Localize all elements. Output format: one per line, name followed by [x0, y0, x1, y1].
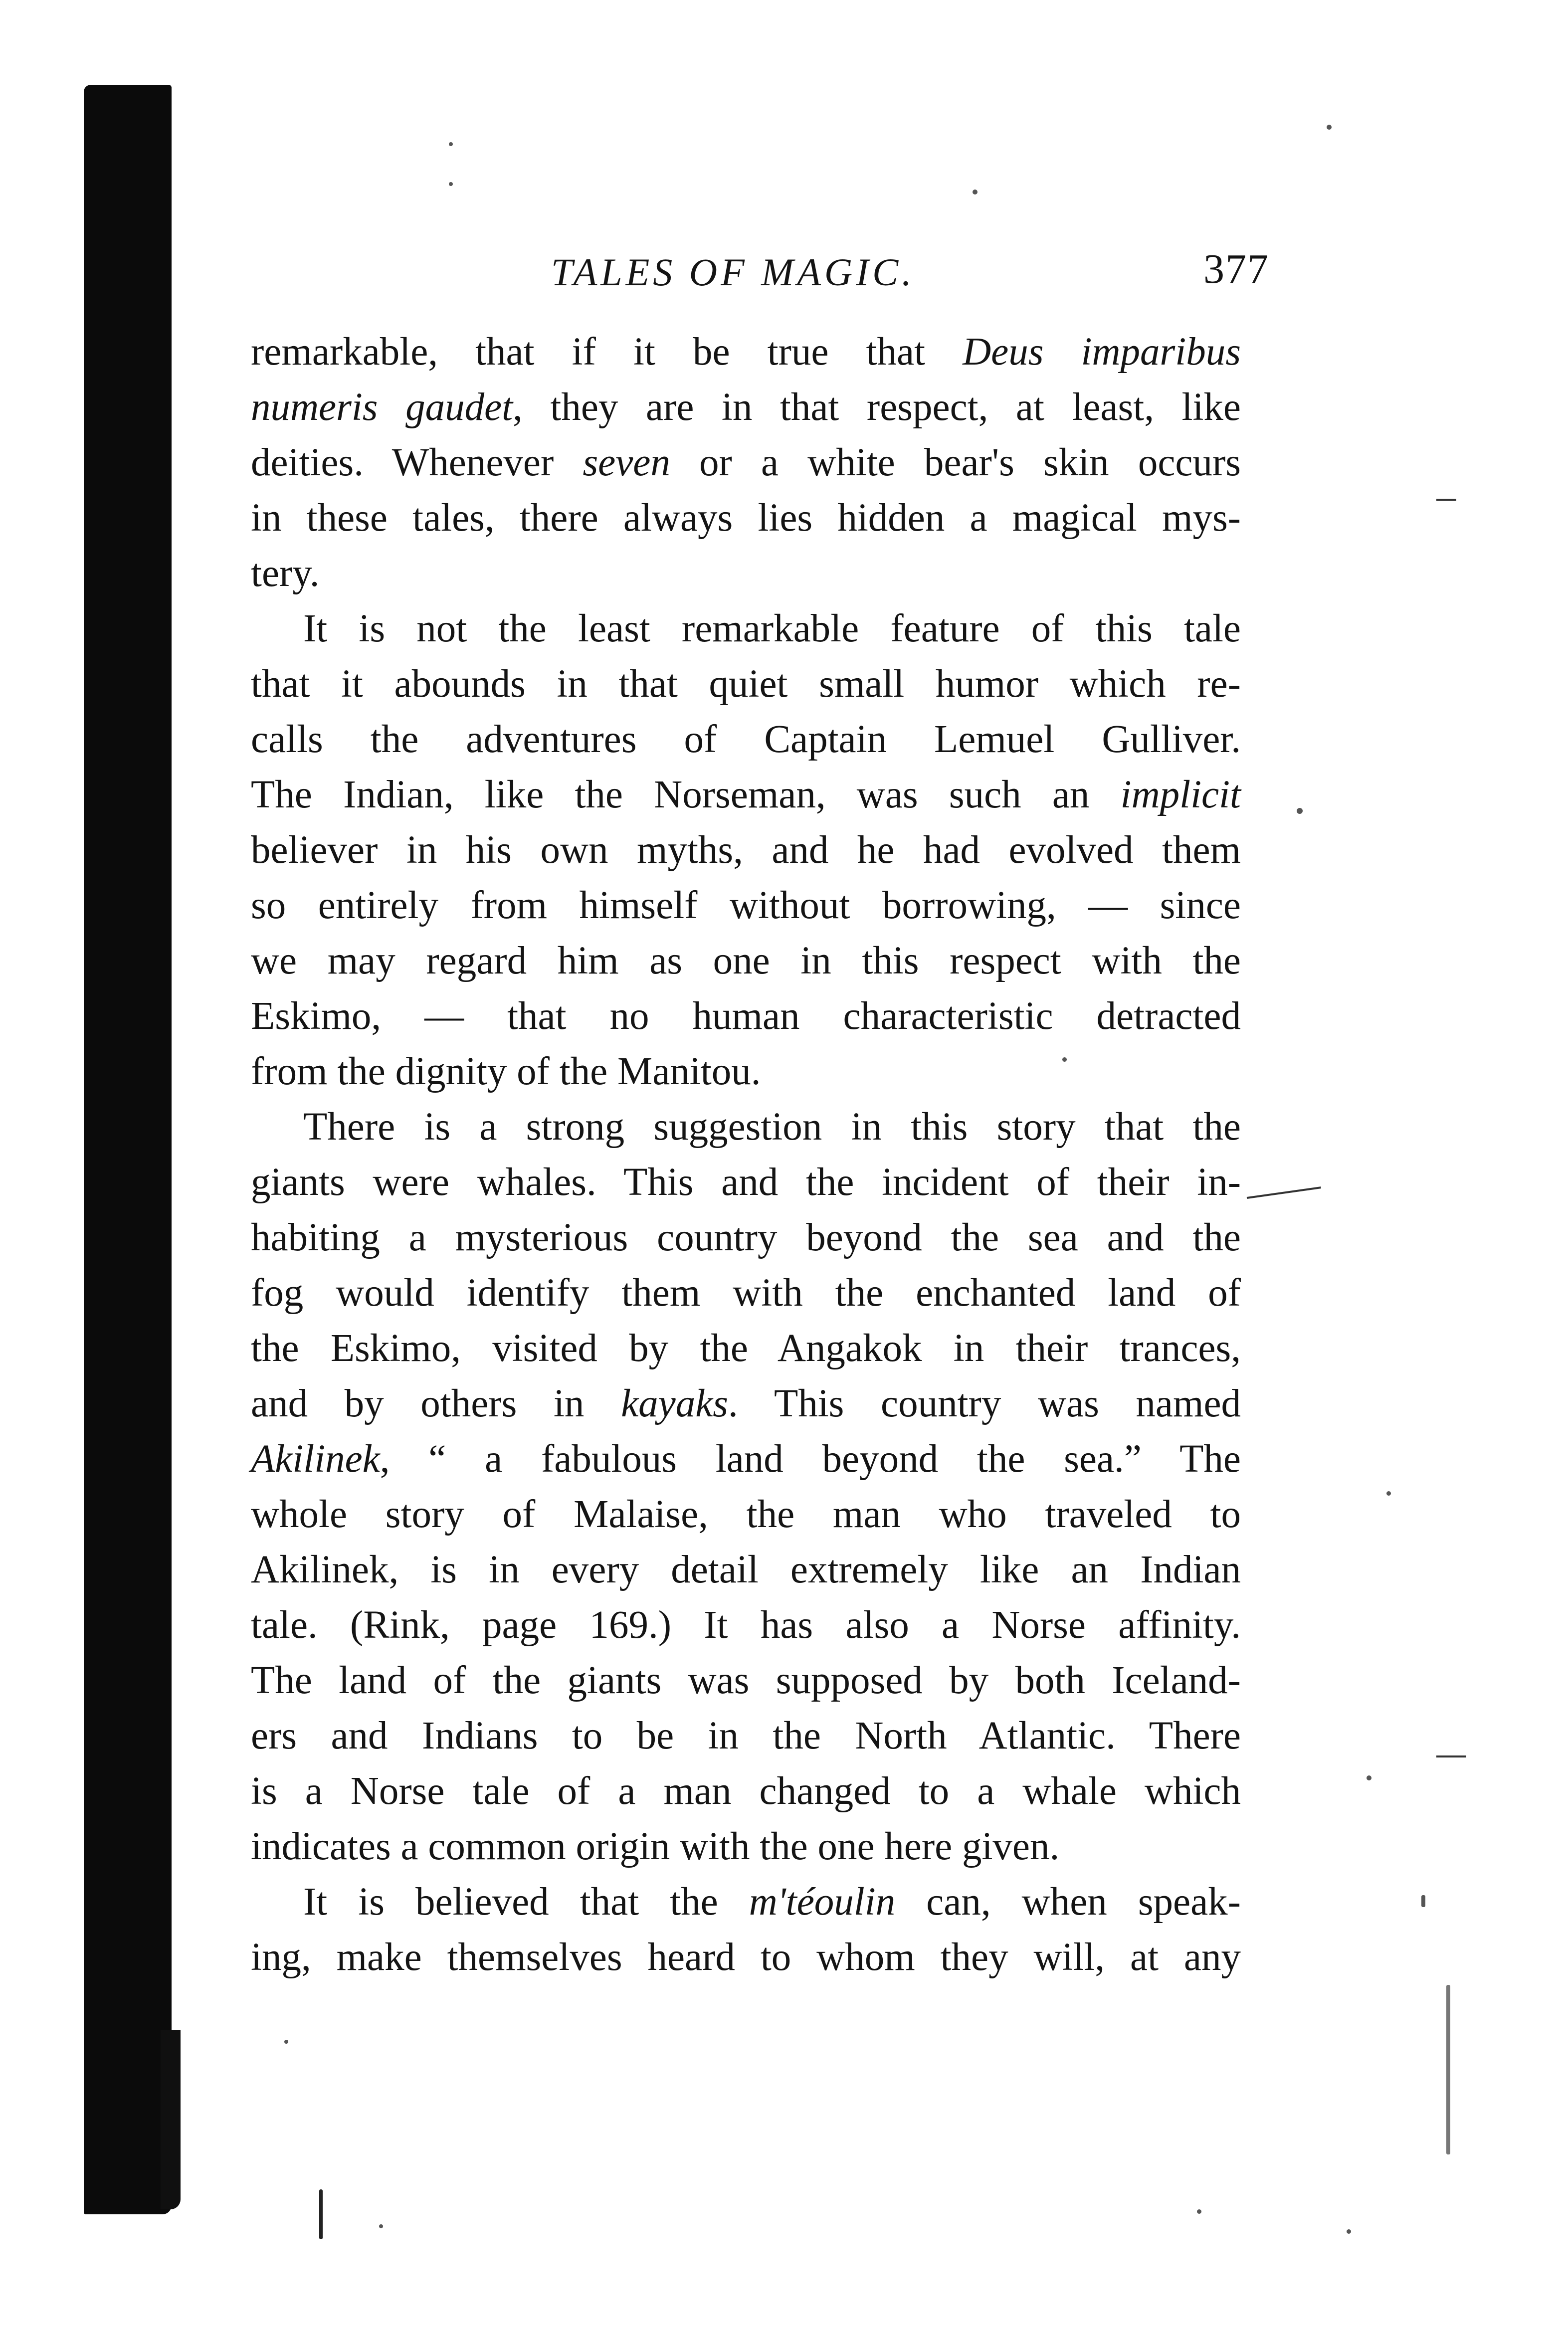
text-line: The land of the giants was supposed by both Iceland-: [251, 1659, 1241, 1702]
text-line: calls the adventures of Captain Lemuel Gulliver.: [251, 718, 1241, 761]
body-text: [251, 324, 1241, 1985]
text-line: ing, make themselves heard to whom they will, at any: [251, 1936, 1241, 1979]
binding-edge: [84, 85, 172, 2214]
scan-speck: [1386, 1491, 1391, 1496]
scan-speck: [1446, 1985, 1450, 2154]
text-line: we may regard him as one in this respect with the: [251, 939, 1241, 982]
text-line: The Indian, like the Norseman, was such an implicit: [251, 773, 1241, 816]
running-title: TALES OF MAGIC.: [551, 250, 915, 294]
text-line: from the dignity of the Manitou.: [251, 1050, 761, 1093]
scan-speck: [1327, 125, 1332, 130]
text-line: Akilinek, “ a fabulous land beyond the sea.” The: [251, 1437, 1241, 1481]
text-line: giants were whales. This and the incident of their in-: [251, 1161, 1241, 1204]
text-line: It is not the least remarkable feature of this tale: [303, 607, 1241, 650]
text-line: habiting a mysterious country beyond the sea and the: [251, 1216, 1241, 1259]
text-line: Eskimo, — that no human characteristic detracted: [251, 994, 1241, 1038]
text-line: is a Norse tale of a man changed to a whale which: [251, 1769, 1241, 1813]
scan-speck: [1297, 808, 1303, 814]
text-line: deities. Whenever seven or a white bear's skin occurs: [251, 441, 1241, 484]
text-line: that it abounds in that quiet small humor which re-: [251, 662, 1241, 706]
text-line: tery.: [251, 552, 320, 595]
scan-speck: [973, 190, 978, 195]
scan-speck: [1367, 1775, 1372, 1780]
scan-speck: [449, 182, 453, 186]
scan-speck: [1347, 2229, 1351, 2234]
text-line: and by others in kayaks. This country was named: [251, 1382, 1241, 1425]
page-header: [551, 242, 1269, 302]
text-line: ers and Indians to be in the North Atlantic. There: [251, 1714, 1241, 1757]
text-line: believer in his own myths, and he had evolved them: [251, 828, 1241, 872]
scan-speck: [449, 142, 453, 146]
scan-speck: [1197, 2209, 1201, 2214]
text-line: indicates a common origin with the one here given.: [251, 1825, 1060, 1868]
text-line: the Eskimo, visited by the Angakok in their trances,: [251, 1327, 1241, 1370]
text-line: tale. (Rink, page 169.) It has also a Norse affinity.: [251, 1603, 1241, 1647]
pen-scratch: [1436, 499, 1456, 501]
text-line: remarkable, that if it be true that Deus imparibus: [251, 330, 1241, 374]
scan-speck: [284, 2040, 288, 2044]
scan-speck: [379, 2224, 383, 2228]
page-number: 377: [1203, 246, 1269, 292]
text-line: Akilinek, is in every detail extremely like an Indian: [251, 1548, 1241, 1591]
text-line: whole story of Malaise, the man who traveled to: [251, 1493, 1241, 1536]
pen-scratch: [1436, 1755, 1466, 1757]
text-line: numeris gaudet, they are in that respect, at least, like: [251, 386, 1241, 429]
scan-speck: [1421, 1895, 1425, 1907]
scan-speck: [1062, 1057, 1067, 1062]
text-line: in these tales, there always lies hidden a magical mys-: [251, 496, 1241, 540]
text-line: so entirely from himself without borrowing, — since: [251, 884, 1241, 927]
text-line: There is a strong suggestion in this story that the: [303, 1105, 1241, 1149]
text-line: fog would identify them with the enchanted land of: [251, 1271, 1241, 1315]
scan-speck: [319, 2189, 323, 2239]
pen-scratch: [1247, 1186, 1321, 1199]
text-line: It is believed that the m'téoulin can, when speak-: [303, 1880, 1241, 1924]
